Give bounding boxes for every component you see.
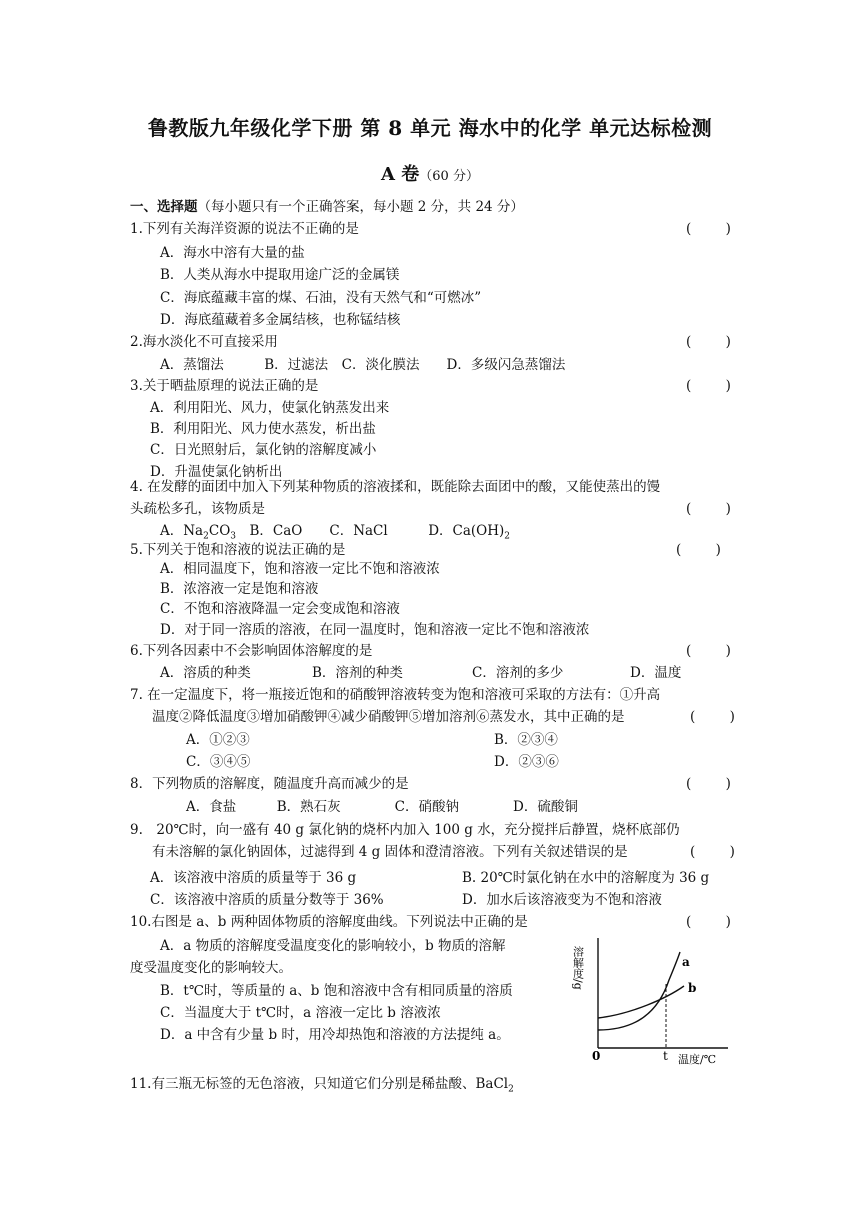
subtitle-main: A 卷 (381, 164, 420, 185)
graph-ylabel: 溶解度/g (572, 946, 585, 990)
q2-options: A．蒸馏法 B．过滤法 C．淡化膜法 D．多级闪急蒸馏法 (160, 357, 566, 373)
q3-option-d: D．升温使氯化钠析出 (150, 464, 283, 480)
q6-option-c: C．溶剂的多少 (472, 665, 564, 681)
q1-option-c: C．海底蕴藏丰富的煤、石油，没有天然气和“可燃冰” (160, 290, 482, 306)
solubility-curve-graph (572, 930, 732, 1070)
q3-answer-bracket[interactable]: ( ) (686, 378, 731, 394)
q5-option-b: B．浓溶液一定是饱和溶液 (160, 581, 319, 597)
q1-stem: 1.下列有关海洋资源的说法不正确的是 (130, 221, 359, 237)
q10-option-a-line2: 度受温度变化的影响较大。 (130, 960, 292, 976)
section-heading (130, 196, 730, 218)
graph-t-label: t (663, 1049, 668, 1063)
q3-stem: 3.关于晒盐原理的说法正确的是 (130, 378, 319, 394)
q11-stem (130, 1073, 730, 1101)
q5-answer-bracket[interactable]: ( ) (676, 542, 721, 558)
q7-stem-line1: 7. 在一定温度下，将一瓶接近饱和的硝酸钾溶液转变为饱和溶液可采取的方法有：①升高 (130, 687, 661, 703)
q2-answer-bracket[interactable]: ( ) (686, 334, 731, 350)
section-desc: （每小题只有一个正确答案，每小题 2 分，共 24 分） (197, 199, 524, 215)
q7-answer-bracket[interactable]: ( ) (690, 709, 735, 725)
q4-option-a-sub2: 3 (230, 531, 236, 542)
q9-stem-line1: 9. 20℃时，向一盛有 40 g 氯化钠的烧杯内加入 100 g 水，充分搅拌后静置，烧杯底部仍 (130, 822, 680, 838)
q9-option-a: A．该溶液中溶质的质量等于 36 g (150, 870, 357, 886)
q5-option-d: D．对于同一溶质的溶液，在同一温度时，饱和溶液一定比不饱和溶液浓 (160, 622, 590, 638)
q5-stem: 5.下列关于饱和溶液的说法正确的是 (130, 542, 346, 558)
q4-option-a-sub: 2 (203, 531, 209, 542)
curve-a (598, 952, 680, 1030)
q7-option-c: C．③④⑤ (186, 754, 251, 770)
q10-option-a-line1: A．a 物质的溶解度受温度变化的影响较小，b 物质的溶解 (160, 938, 506, 954)
q4-option-d-sub: 2 (504, 531, 511, 542)
q4-option-a-tail: CO (208, 523, 231, 539)
q10-option-b: B．t℃时，等质量的 a、b 饱和溶液中含有相同质量的溶质 (160, 983, 513, 999)
q5-option-c: C．不饱和溶液降温一定会变成饱和溶液 (160, 601, 400, 617)
curve-b (598, 986, 684, 1018)
q10-option-c: C．当温度大于 t℃时，a 溶液一定比 b 溶液浓 (160, 1005, 441, 1021)
q7-option-d: D．②③⑥ (494, 754, 559, 770)
subtitle-points: （60 分） (419, 169, 479, 184)
q9-option-d: D．加水后该溶液变为不饱和溶液 (462, 892, 662, 908)
q4-option-bcd: B．CaO C．NaCl D．Ca(OH) (236, 523, 505, 539)
q4-stem-line2: 头疏松多孔，该物质是 (130, 501, 265, 517)
q6-option-d: D．温度 (630, 665, 682, 681)
curve-a-label: a (682, 955, 690, 969)
q5-option-a: A．相同温度下，饱和溶液一定比不饱和溶液浓 (160, 561, 440, 577)
q9-option-b: B. 20℃时氯化钠在水中的溶解度为 36 g (462, 870, 710, 886)
q4-answer-bracket[interactable]: ( ) (686, 501, 731, 517)
q9-stem-line2: 有未溶解的氯化钠固体，过滤得到 4 g 固体和澄清溶液。下列有关叙述错误的是 (152, 844, 628, 860)
q6-answer-bracket[interactable]: ( ) (686, 643, 731, 659)
q6-option-a: A．溶质的种类 (160, 665, 251, 681)
q11-stem-text: 11.有三瓶无标签的无色溶液，只知道它们分别是稀盐酸、BaCl (130, 1076, 509, 1092)
q8-stem: 8．下列物质的溶解度，随温度升高而减少的是 (130, 776, 409, 792)
q7-option-a: A．①②③ (186, 732, 250, 748)
graph-xlabel: 温度/℃ (678, 1053, 717, 1066)
q8-options: A．食盐 B．熟石灰 C．硝酸钠 D．硫酸铜 (186, 799, 578, 815)
q1-answer-bracket[interactable]: ( ) (686, 221, 731, 237)
q10-answer-bracket[interactable]: ( ) (686, 914, 731, 930)
q1-option-a: A．海水中溶有大量的盐 (160, 245, 305, 261)
section-label: 一、选择题 (130, 199, 198, 215)
q2-stem: 2.海水淡化不可直接采用 (130, 334, 278, 350)
page-title: 鲁教版九年级化学下册 第 8 单元 海水中的化学 单元达标检测 (147, 116, 713, 140)
q3-option-a: A．利用阳光、风力，使氯化钠蒸发出来 (150, 400, 390, 416)
page-subtitle (0, 160, 860, 186)
curve-b-label: b (688, 981, 697, 995)
q7-option-b: B．②③④ (494, 732, 558, 748)
q10-stem: 10.右图是 a、b 两种固体物质的溶解度曲线。下列说法中正确的是 (130, 914, 528, 930)
q1-option-b: B．人类从海水中提取用途广泛的金属镁 (160, 267, 400, 283)
q6-stem: 6.下列各因素中不会影响固体溶解度的是 (130, 643, 373, 659)
q4-stem-line1: 4. 在发酵的面团中加入下列某种物质的溶液揉和，既能除去面团中的酸，又能使蒸出的馒 (130, 479, 661, 495)
q1-option-d: D．海底蕴藏着多金属结核，也称锰结核 (160, 312, 401, 328)
q6-option-b: B．溶剂的种类 (312, 665, 403, 681)
q8-answer-bracket[interactable]: ( ) (686, 776, 731, 792)
graph-origin-label: 0 (592, 1049, 601, 1063)
q9-option-c: C．该溶液中溶质的质量分数等于 36% (150, 892, 384, 908)
q9-answer-bracket[interactable]: ( ) (690, 844, 735, 860)
q7-stem-line2: 温度②降低温度③增加硝酸钾④减少硝酸钾⑤增加溶剂⑥蒸发水，其中正确的是 (152, 709, 625, 725)
q3-option-c: C．日光照射后，氯化钠的溶解度减小 (150, 442, 377, 458)
q11-stem-sub: 2 (508, 1084, 514, 1095)
q3-option-b: B．利用阳光、风力使水蒸发，析出盐 (150, 421, 376, 437)
q4-option-a: A．Na (160, 523, 204, 539)
q10-option-d: D．a 中含有少量 b 时，用冷却热饱和溶液的方法提纯 a。 (160, 1027, 510, 1043)
